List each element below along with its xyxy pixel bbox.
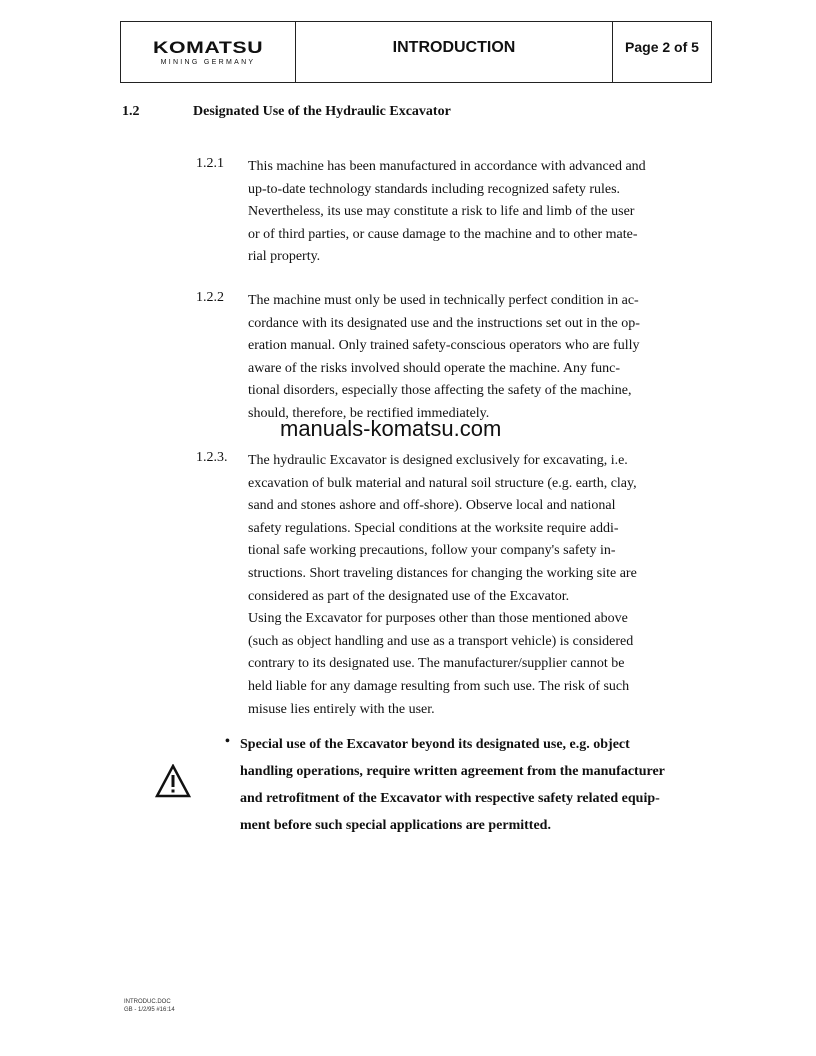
komatsu-logo [121,22,296,82]
text-line: and retrofitment of the Excavator with respective safety related equip- [240,791,660,806]
text-line: (such as object handling and use as a transport vehicle) is considered [248,633,634,649]
watermark: manuals-komatsu.com [280,416,502,441]
text-line: contrary to its designated use. The manufacturer/supplier cannot be [248,656,625,672]
page-header [120,21,712,83]
text-line: eration manual. Only trained safety-conscious operators who are fully [248,338,640,354]
text-line: tional disorders, especially those affecting the safety of the machine, [248,383,632,399]
footer-filename: INTRODUC.DOC [124,999,171,1005]
warning-text [240,734,665,842]
text-line: Special use of the Excavator beyond its designated use, e.g. object [240,737,630,752]
document-title: INTRODUCTION [296,22,613,82]
footer [124,998,175,1014]
text-line: or of third parties, or cause damage to the machine and to other mate- [248,226,638,242]
text-line: The machine must only be used in technically perfect condition in ac- [248,293,639,308]
text-line: structions. Short traveling distances for changing the working site are [248,565,637,581]
text-line: up-to-date technology standards including recognized safety rules. [248,181,621,197]
text-line: misuse lies entirely with the user. [248,701,435,717]
text-line: handling operations, require written agreement from the manufacturer [240,764,665,779]
text-line: aware of the risks involved should operate the machine. Any func- [248,360,621,376]
text-line: held liable for any damage resulting from such use. The risk of such [248,678,630,694]
text-line: safety regulations. Special conditions at the worksite require addi- [248,520,619,536]
text-line: This machine has been manufactured in accordance with advanced and [248,159,646,174]
section-number: 1.2 [122,104,140,119]
footer-code: GB - 1/2/95 #16:14 [124,1007,175,1013]
text-line: rial property. [248,249,321,265]
text-line: Nevertheless, its use may constitute a risk to life and limb of the user [248,204,635,220]
section-title: Designated Use of the Hydraulic Excavator [193,104,451,119]
paragraph-number: 1.2.1 [196,156,224,171]
paragraph-number: 1.2.2 [196,290,224,305]
text-line: considered as part of the designated use of the Excavator. [248,588,570,604]
text-line: cordance with its designated use and the instructions set out in the op- [248,315,640,331]
warning-triangle-icon [155,764,191,803]
text-line: excavation of bulk material and natural soil structure (e.g. earth, clay, [248,475,637,491]
logo-text: KOMATSU [152,38,264,57]
paragraph-number: 1.2.3. [196,450,228,465]
text-line: Using the Excavator for purposes other than those mentioned above [248,611,628,627]
text-line: tional safe working precautions, follow your company's safety in- [248,543,616,559]
logo-subtext: MINING GERMANY [160,59,256,66]
page-indicator: Page 2 of 5 [625,39,699,55]
text-line: The hydraulic Excavator is designed exclusively for excavating, i.e. [248,453,628,468]
bullet: • [225,734,230,749]
text-line: ment before such special applications are permitted. [240,818,551,833]
text-line: should, therefore, be rectified immediately. [248,405,490,421]
text-line: sand and stones ashore and off-shore). Observe local and national [248,498,616,514]
